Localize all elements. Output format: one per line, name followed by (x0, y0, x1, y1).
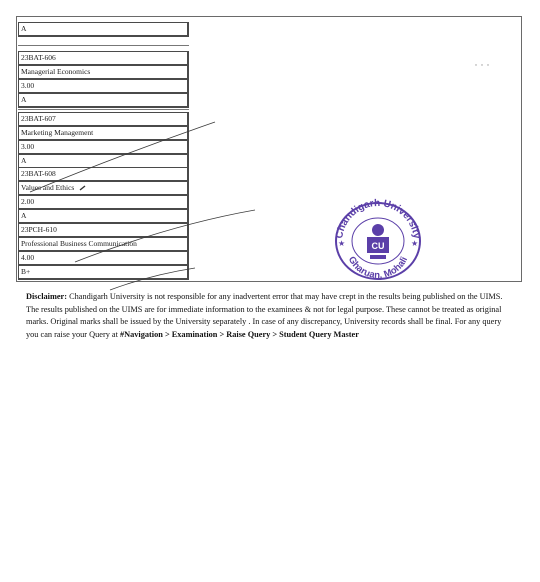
grade-cell: A (18, 22, 189, 37)
grade-cell: A (18, 154, 189, 169)
disclaimer-body: Chandigarh University is not responsible for any inadvertent error that may have crept in the results being published on the UIMS. The results published on the UIMS are for immediate information to the examinees & not for legal purpose. These cannot be treated as original marks. Original marks shall be issued by the University separately . In case of any discrepancy, University records shall be final. For any query you can raise your Query at (26, 292, 503, 339)
subject-code-cell: 23BAT-607 (18, 112, 189, 127)
credits-cell: 2.00 (18, 195, 189, 210)
credits-cell: 3.00 (18, 140, 189, 155)
credits-cell: 3.00 (18, 79, 189, 94)
subject-name-cell: Managerial Economics (18, 65, 189, 80)
disclaimer-text (26, 291, 514, 341)
university-seal (330, 196, 426, 282)
credits-cell: 4.00 (18, 251, 189, 266)
divider (18, 109, 189, 110)
disclaimer-label: Disclaimer: (26, 292, 68, 301)
subject-name-cell: Values and Ethics (18, 181, 189, 196)
faint-mark (474, 63, 490, 67)
seal-bottom-text: Gharuan, Mohali (345, 254, 411, 282)
grade-cell: A (18, 93, 189, 108)
grade-cell: A (18, 209, 189, 224)
subject-name-cell: Professional Business Communication (18, 237, 189, 252)
subject-code-cell: 23PCH-610 (18, 223, 189, 238)
svg-text:★: ★ (338, 239, 346, 248)
subject-name-cell: Marketing Management (18, 126, 189, 141)
subject-code-cell: 23BAT-606 (18, 51, 189, 66)
query-navigation-path: #Navigation > Examination > Raise Query > Student Query Master (120, 329, 359, 339)
grade-cell: B+ (18, 265, 189, 280)
seal-emblem: CU (371, 241, 385, 251)
subject-code-cell: 23BAT-608 (18, 167, 189, 182)
svg-text:★: ★ (411, 239, 419, 248)
divider (18, 45, 189, 46)
seal-top-text: Chandigarh University (334, 197, 422, 240)
